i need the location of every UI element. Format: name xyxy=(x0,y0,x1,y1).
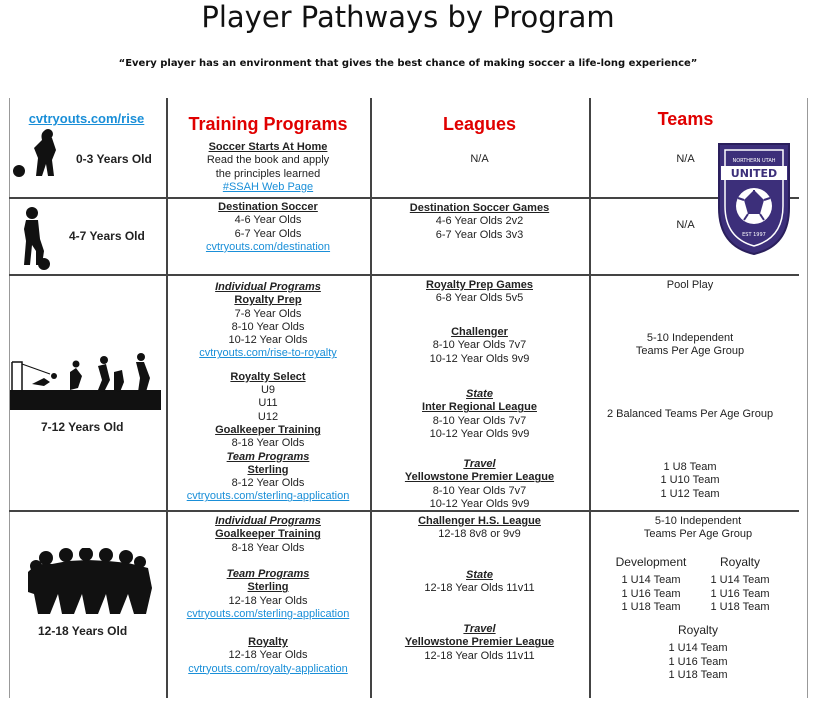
row-divider-2 xyxy=(9,274,799,276)
team-line: 1 U14 Team xyxy=(621,574,681,587)
team-line: 5-10 Independent xyxy=(654,515,742,527)
team-line: 1 U12 Team xyxy=(660,487,720,500)
teams-cell xyxy=(589,332,791,359)
badge-est: EST 1997 xyxy=(742,232,766,238)
team-line: 1 U18 Team xyxy=(668,668,728,681)
team-programs-heading: Team Programs xyxy=(226,450,310,463)
program-title: Soccer Starts At Home xyxy=(208,141,328,153)
rise-to-royalty-link[interactable]: cvtryouts.com/rise-to-royalty xyxy=(199,347,337,360)
league-line: 12-18 8v8 or 9v9 xyxy=(438,528,521,541)
header-leagues: Leagues xyxy=(442,114,517,134)
toddler-silhouette-icon xyxy=(12,128,72,180)
league-title: Yellowstone Premier League xyxy=(404,471,555,484)
league-title: Challenger xyxy=(451,326,508,338)
program-title: Destination Soccer xyxy=(218,201,318,213)
table-border-right xyxy=(807,98,808,698)
training-cell xyxy=(166,201,370,254)
program-line: 8-18 Year Olds xyxy=(231,437,305,450)
program-line: 8-18 Year Olds xyxy=(231,541,305,554)
age-label: 12-18 Years Old xyxy=(38,624,128,638)
team-line: 1 U14 Team xyxy=(668,642,728,655)
league-line: 12-18 Year Olds 11v11 xyxy=(424,649,535,662)
training-cell xyxy=(166,636,370,676)
team-line: 1 U16 Team xyxy=(710,587,770,600)
teams-cell xyxy=(589,153,782,166)
teams-cell xyxy=(589,515,807,542)
sterling-application-link[interactable]: cvtryouts.com/sterling-application xyxy=(186,490,350,503)
league-title: Challenger H.S. League xyxy=(418,515,541,527)
program-title: Goalkeeper Training xyxy=(215,528,321,541)
training-cell xyxy=(166,515,370,555)
leagues-cell xyxy=(370,279,589,306)
training-cell xyxy=(166,568,370,621)
program-title: Royalty Select xyxy=(230,370,306,383)
age-label: 7-12 Years Old xyxy=(41,420,124,434)
league-line: 8-10 Year Olds 7v7 xyxy=(432,414,527,427)
royalty-teams xyxy=(695,556,785,614)
league-line: 8-10 Year Olds 7v7 xyxy=(432,339,527,352)
teams-na: N/A xyxy=(676,153,695,165)
program-line: 8-10 Year Olds xyxy=(231,320,305,333)
program-line: 4-6 Year Olds xyxy=(234,214,302,227)
program-line: 12-18 Year Olds xyxy=(228,594,308,607)
row-divider-1 xyxy=(9,197,799,199)
header-teams: Teams xyxy=(657,109,714,129)
league-title: Destination Soccer Games xyxy=(409,202,550,214)
royalty-heading: Royalty xyxy=(719,555,760,569)
program-line: 8-12 Year Olds xyxy=(231,477,305,490)
team-line: 1 U8 Team xyxy=(663,461,717,473)
leagues-cell xyxy=(370,515,589,542)
royalty-teams-2 xyxy=(589,624,807,682)
program-line: the principles learned xyxy=(215,167,321,180)
team-line: Pool Play xyxy=(666,279,714,291)
team-line: 1 U14 Team xyxy=(710,574,770,587)
program-line: 7-8 Year Olds xyxy=(234,307,302,320)
program-line: U12 xyxy=(257,410,279,423)
program-title: Royalty xyxy=(248,636,288,648)
team-line: Teams Per Age Group xyxy=(635,345,745,358)
training-cell xyxy=(166,281,370,504)
individual-programs-heading: Individual Programs xyxy=(215,515,321,527)
program-title: Sterling xyxy=(247,581,289,594)
program-line: Read the book and apply xyxy=(206,154,330,167)
team-line: 1 U18 Team xyxy=(621,600,681,613)
team-line: Teams Per Age Group xyxy=(643,528,753,541)
leagues-cell xyxy=(370,623,589,663)
program-line: 10-12 Year Olds xyxy=(228,334,308,347)
program-line: 6-7 Year Olds xyxy=(234,227,302,240)
leagues-cell xyxy=(370,388,589,441)
teams-cell xyxy=(589,461,791,501)
teams-cell xyxy=(589,408,791,421)
leagues-cell xyxy=(370,326,589,366)
teams-cell xyxy=(589,219,782,232)
league-line: 10-12 Year Olds 9v9 xyxy=(429,352,530,365)
child-kicker-silhouette-icon xyxy=(18,205,54,271)
leagues-cell xyxy=(370,202,589,242)
league-line: 12-18 Year Olds 11v11 xyxy=(424,582,535,595)
league-line: 8-10 Year Olds 7v7 xyxy=(432,484,527,497)
team-line: 5-10 Independent xyxy=(646,332,734,344)
rise-link[interactable]: cvtryouts.com/rise xyxy=(28,111,145,126)
header-training-programs: Training Programs xyxy=(188,114,348,134)
teams-na: N/A xyxy=(676,219,695,231)
program-line: U11 xyxy=(258,397,278,410)
royalty-heading: Royalty xyxy=(677,623,718,637)
training-cell xyxy=(166,141,370,194)
team-line: 1 U16 Team xyxy=(621,587,681,600)
leagues-cell xyxy=(370,569,589,596)
badge-name: UNITED xyxy=(730,167,778,180)
development-teams xyxy=(596,556,706,614)
leagues-cell xyxy=(370,153,589,166)
page-title: Player Pathways by Program xyxy=(201,0,615,34)
league-title: Inter Regional League xyxy=(422,401,537,414)
team-line: 2 Balanced Teams Per Age Group xyxy=(606,408,774,420)
league-line: 6-7 Year Olds 3v3 xyxy=(435,228,524,241)
league-title: Royalty Prep Games xyxy=(426,279,533,291)
league-line: 10-12 Year Olds 9v9 xyxy=(429,497,530,510)
program-title: Goalkeeper Training xyxy=(215,423,321,436)
leagues-cell xyxy=(370,458,589,511)
league-line: 6-8 Year Olds 5v5 xyxy=(435,292,524,305)
age-label: 0-3 Years Old xyxy=(76,152,152,166)
league-line: 4-6 Year Olds 2v2 xyxy=(435,215,524,228)
badge-top-text: NORTHERN UTAH xyxy=(732,158,776,164)
column-divider-3 xyxy=(589,98,591,698)
individual-programs-heading: Individual Programs xyxy=(215,281,321,293)
team-line: 1 U16 Team xyxy=(668,655,728,668)
program-line: U9 xyxy=(260,384,276,397)
ssah-link[interactable]: #SSAH Web Page xyxy=(222,180,314,193)
program-title: Royalty Prep xyxy=(234,294,302,307)
team-huddle-silhouette-image xyxy=(28,548,152,616)
teams-cell xyxy=(589,279,791,292)
destination-link[interactable]: cvtryouts.com/destination xyxy=(205,240,331,253)
team-programs-heading: Team Programs xyxy=(226,568,310,580)
youth-players-silhouette-image xyxy=(10,352,161,410)
team-line: 1 U10 Team xyxy=(660,474,720,487)
mission-quote: “Every player has an environment that gives the best chance of making soccer a life-long experience” xyxy=(118,58,698,69)
state-heading: State xyxy=(466,388,493,400)
state-heading: State xyxy=(466,569,493,581)
team-line: 1 U18 Team xyxy=(710,600,770,613)
royalty-application-link[interactable]: cvtryouts.com/royalty-application xyxy=(188,662,348,675)
program-title: Sterling xyxy=(247,463,289,476)
travel-heading: Travel xyxy=(463,458,496,470)
sterling-application-link[interactable]: cvtryouts.com/sterling-application xyxy=(186,607,350,620)
program-line: 12-18 Year Olds xyxy=(228,649,308,662)
development-heading: Development xyxy=(615,555,687,569)
league-title: Yellowstone Premier League xyxy=(404,636,555,649)
league-line: 10-12 Year Olds 9v9 xyxy=(429,427,530,440)
travel-heading: Travel xyxy=(463,623,496,635)
leagues-na: N/A xyxy=(470,153,489,165)
age-label: 4-7 Years Old xyxy=(69,229,145,243)
